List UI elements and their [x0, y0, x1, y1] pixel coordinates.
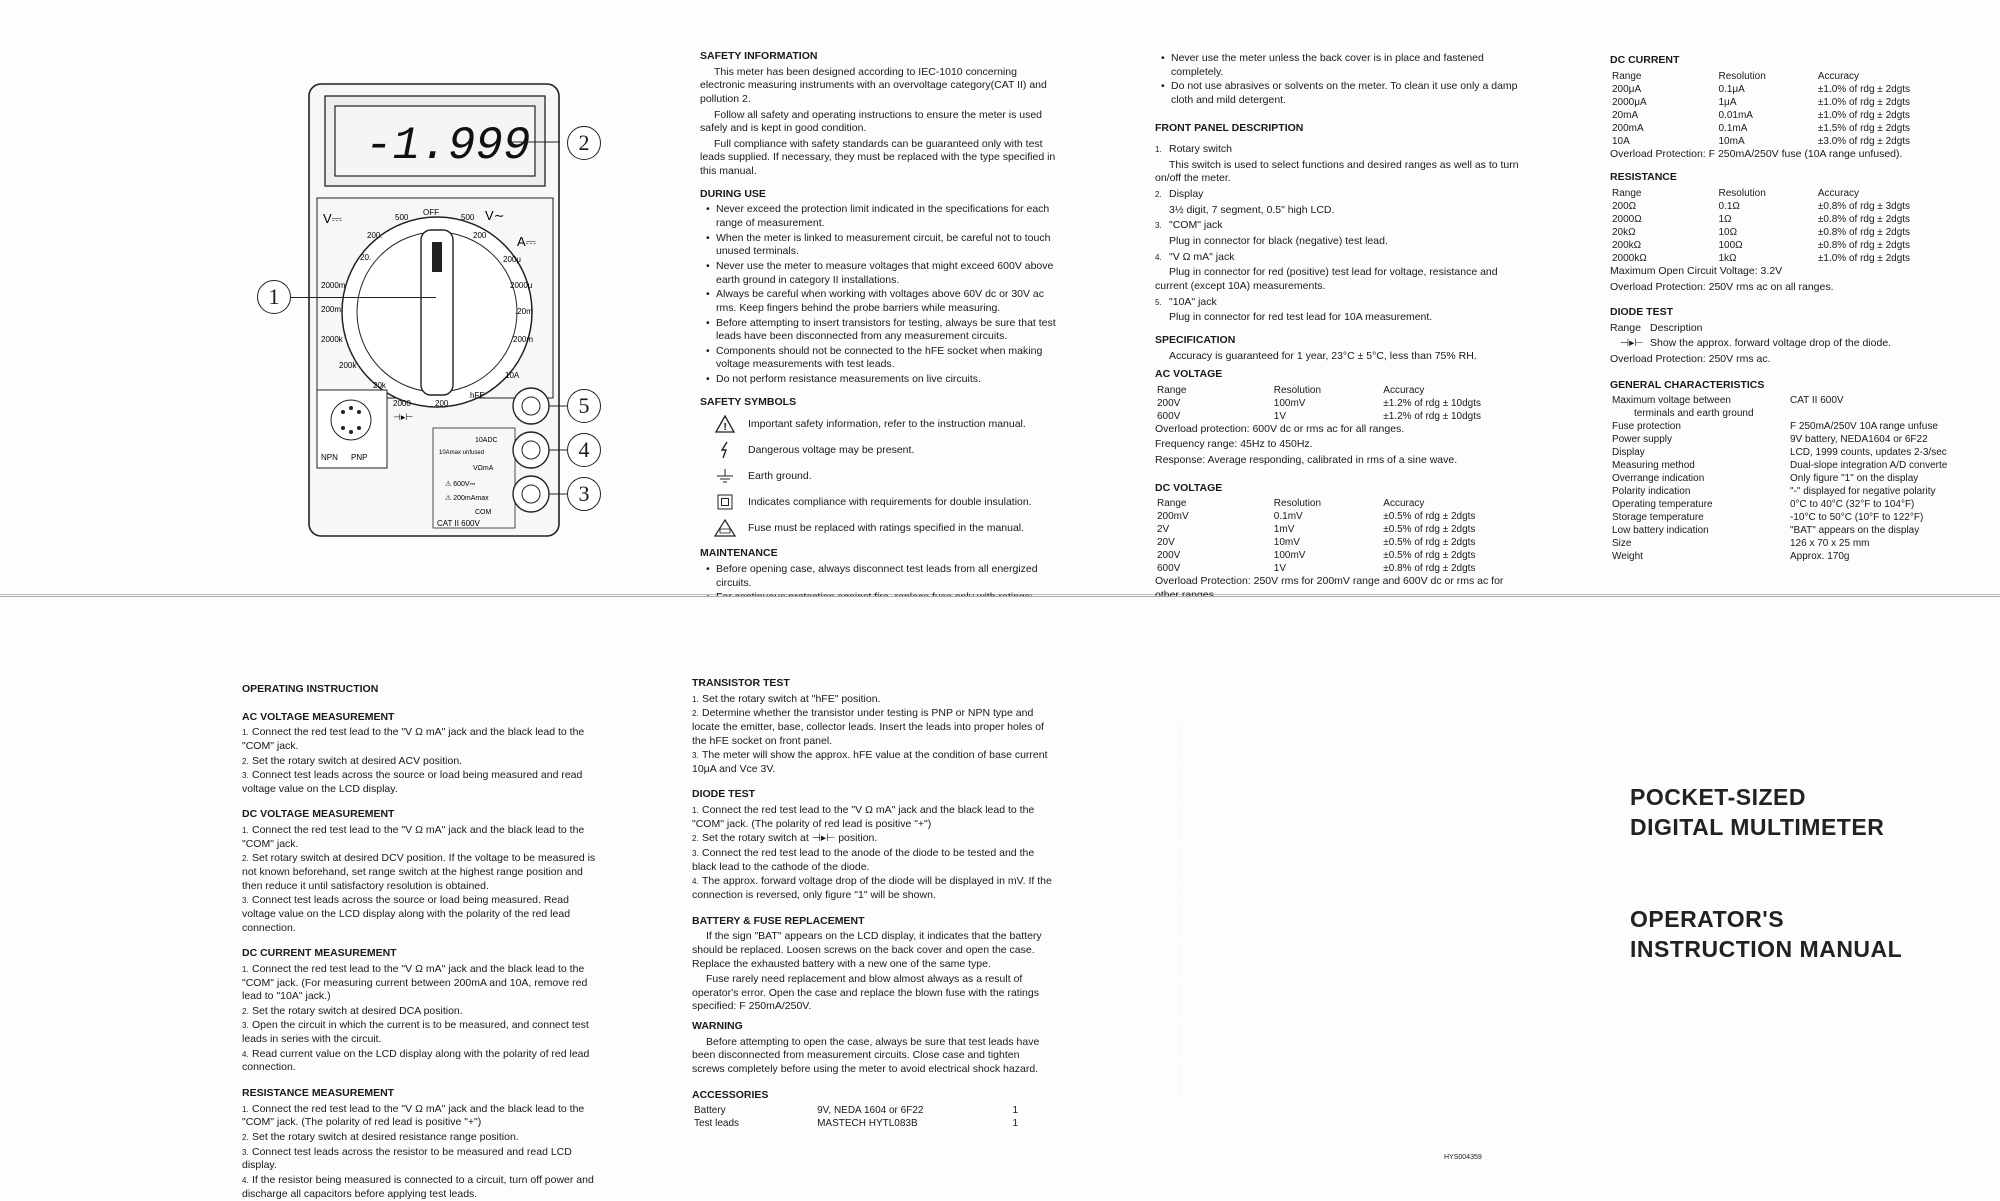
resistance-table: Range Resolution Accuracy 200Ω 0.1Ω ±0.8% of rdg ± 3dgts 2000Ω 1Ω ±0.8% of rdg ± 2dgts 20kΩ 10Ω ±0.8% of rdg ± 2dgts 200kΩ 100Ω ±0.8% of rdg ± 2dgts 2000kΩ 1kΩ ±1.0% of rdg ± 2dgts	[1610, 187, 1965, 265]
table-row: 200V 100mV ±1.2% of rdg ± 10dgts	[1157, 397, 1481, 409]
list-item: 2. Set the rotary switch at ⊣▸⊢ position.	[692, 832, 878, 845]
front-panel-list	[1155, 143, 1520, 325]
list-item: 2. Set rotary switch at desired DCV position. If the voltage to be measured is not known beforehand, set range switch at the highest range position and then reduce it until satisfactory resolution is obtained.	[242, 852, 596, 892]
list-item: • Never use the meter to measure voltages that might exceed 600V above earth ground in category II installations.	[700, 260, 1062, 287]
tests-column	[692, 677, 1054, 1197]
op-section-heading: RESISTANCE MEASUREMENT	[242, 1087, 395, 1100]
manual-top-spread	[0, 0, 2000, 595]
table-row: 600V 1V ±1.2% of rdg ± 10dgts	[1157, 410, 1481, 422]
safety-heading: SAFETY INFORMATION	[700, 50, 818, 62]
front-item-title: 4. "V Ω mA" jack	[1155, 250, 1235, 263]
callout-3: 3	[567, 477, 601, 511]
dci-note: Overload Protection: F 250mA/250V fuse (10A range unfused).	[1610, 147, 1903, 160]
list-item: 3. Open the circuit in which the current is to be measured, and connect test leads in series with the circuit.	[242, 1019, 589, 1046]
dcv-note: Overload Protection: 250V rms for 200mV range and 600V dc or rms ac for	[1155, 575, 1504, 588]
svg-text:⊣▸⊢: ⊣▸⊢	[393, 412, 414, 422]
op-steps	[242, 1103, 604, 1201]
callout-1: 1	[257, 280, 291, 314]
diode-test-heading: DIODE TEST	[692, 788, 756, 801]
table-row: 2000kΩ 1kΩ ±1.0% of rdg ± 2dgts	[1612, 252, 1911, 264]
svg-text:NPN: NPN	[321, 453, 338, 462]
svg-text:.20m: .20m	[515, 307, 533, 316]
table-row: Size 126 x 70 x 25 mm	[1612, 538, 1870, 550]
res-note: Maximum Open Circuit Voltage: 3.2V	[1610, 264, 1783, 277]
list-item: 3. Connect the red test lead to the anode of the diode to be tested and the black lead to the cathode of the diode.	[692, 847, 1035, 873]
general-characteristics-heading: GENERAL CHARACTERISTICS	[1610, 378, 1765, 391]
callout-1-leader	[291, 297, 436, 298]
cover-title-line2: DIGITAL MULTIMETER	[1630, 814, 1885, 840]
transistor-test-heading: TRANSISTOR TEST	[692, 677, 790, 689]
svg-text:10A: 10A	[505, 371, 520, 380]
svg-text:PNP: PNP	[351, 453, 368, 462]
svg-text:10ADC: 10ADC	[475, 437, 498, 444]
safety-column	[700, 50, 1062, 590]
table-row: 20V 10mV ±0.5% of rdg ± 2dgts	[1157, 537, 1476, 549]
table-row: terminals and earth ground	[1634, 408, 1754, 420]
list-item: 2. Set the rotary switch at desired ACV position.	[242, 754, 463, 767]
table-row: 200mV 0.1mV ±0.5% of rdg ± 2dgts	[1157, 511, 1476, 523]
list-item: • Components should not be connected to the hFE socket when making voltage measurements with test leads.	[700, 345, 1062, 372]
table-row: Test leads MASTECH HYTL083B 1	[694, 1118, 1019, 1130]
maintenance-heading: MAINTENANCE	[700, 547, 778, 560]
spec-text: Accuracy is guaranteed for 1 year, 23°C ± 5°C, less than 75% RH.	[1169, 349, 1477, 362]
table-row: 10A 10mA ±3.0% of rdg ± 2dgts	[1612, 135, 1911, 147]
front-item-title: 3. "COM" jack	[1155, 219, 1223, 232]
front-item-desc: Plug in connector for black (negative) test lead.	[1169, 235, 1388, 248]
svg-text:200m.: 200m.	[321, 305, 344, 314]
op-section-heading: AC VOLTAGE MEASUREMENT	[242, 710, 395, 723]
op-steps	[242, 963, 604, 1075]
svg-text:200k: 200k	[339, 361, 357, 370]
table-row: 200mA 0.1mA ±1.5% of rdg ± 2dgts	[1612, 122, 1911, 134]
symbol-row	[700, 492, 1062, 512]
cover-title-line1: POCKET-SIZED	[1630, 784, 1806, 810]
diode-cols: Range Description	[1610, 321, 1703, 334]
diode-row: ⊣▸⊢ Show the approx. forward voltage drop of the diode.	[1610, 337, 2000, 351]
svg-text:A⎓: A⎓	[517, 234, 537, 249]
svg-text:VΩmA: VΩmA	[473, 465, 494, 472]
svg-text:OFF: OFF	[423, 208, 439, 217]
table-row: 200Ω 0.1Ω ±0.8% of rdg ± 3dgts	[1612, 200, 1911, 212]
svg-text:2000: 2000	[393, 399, 411, 408]
resistance-heading: RESISTANCE	[1610, 171, 1677, 184]
diode-test-heading: DIODE TEST	[1610, 306, 1674, 319]
lightning-icon	[712, 440, 738, 460]
list-item: • Before attempting to insert transistors for testing, always be sure that test leads have been disconnected from any measurement circuits.	[700, 317, 1062, 344]
list-item: 2. Set the rotary switch at desired DCA position.	[242, 1004, 463, 1017]
svg-text:CAT II 600V: CAT II 600V	[437, 519, 480, 528]
list-item: 4. Read current value on the LCD display along with the polarity of red lead connection.	[242, 1047, 590, 1074]
earth-ground-icon	[712, 466, 738, 486]
symbol-row	[700, 440, 1062, 460]
list-item: 2. Determine whether the transistor under testing is PNP or NPN type and locate the emitter, base, collector leads. Insert the leads into proper holes of the hFE socket on front panel.	[692, 707, 1044, 747]
double-insulation-icon	[712, 492, 738, 512]
svg-text:!: !	[723, 422, 727, 434]
safety-para: This meter has been designed according to IEC-1010 concerning electronic measuring instruments with an overvoltage category(CAT II) and pollution 2.	[700, 65, 1047, 105]
svg-text:200: 200	[435, 399, 449, 408]
table-row: Storage temperature -10°C to 50°C (10°F to 122°F)	[1612, 512, 1924, 524]
dc-current-table: Range Resolution Accuracy 200μA 0.1μA ±1.0% of rdg ± 2dgts 2000μA 1μA ±1.0% of rdg ± 2dgts 20mA 0.01mA ±1.0% of rdg ± 2dgts 200mA 0.1mA ±1.5% of rdg ± 2dgts 10A 10mA ±3.0% of rdg ± 2dgts	[1610, 70, 1965, 148]
list-item: 4. If the resistor being measured is connected to a circuit, turn off power and discharge all capacitors before applying test leads.	[242, 1173, 594, 1200]
table-row: Measuring method Dual-slope integration A/D converte	[1612, 460, 1948, 472]
diode-steps	[692, 804, 1054, 902]
svg-text:200m: 200m	[513, 335, 534, 344]
table-row: Overrange indication Only figure "1" on the display	[1612, 473, 1919, 485]
front-item-title: 1. Rotary switch	[1155, 143, 1233, 156]
symbol-row	[700, 414, 1062, 434]
op-section-heading: DC VOLTAGE MEASUREMENT	[242, 808, 395, 821]
safety-para: Full compliance with safety standards can be guaranteed only with test leads supplied. If necessary, they must be replaced with the type specified in this manual.	[700, 137, 1056, 178]
dc-current-heading: DC CURRENT	[1610, 54, 1680, 66]
bleed-through-text	[1180, 717, 1510, 1097]
table-row: 2V 1mV ±0.5% of rdg ± 2dgts	[1157, 524, 1476, 536]
table-row: 2000μA 1μA ±1.0% of rdg ± 2dgts	[1612, 96, 1911, 108]
table-row: Operating temperature 0°C to 40°C (32°F to 104°F)	[1612, 499, 1915, 511]
ac-voltage-table: Range Resolution Accuracy 200V 100mV ±1.2% of rdg ± 10dgts 600V 1V ±1.2% of rdg ± 10dgts	[1155, 384, 1520, 423]
table-row: 200μA 0.1μA ±1.0% of rdg ± 2dgts	[1612, 83, 1911, 95]
svg-text:20.: 20.	[360, 253, 372, 262]
list-item: • Never use the meter unless the back cover is in place and fastened completely.	[1155, 52, 1520, 79]
battery-para: Fuse rarely need replacement and blow almost always as a result of operator's error. Open the case and replace the blown fuse with the ratings specified: F 250mA/250V.	[692, 973, 1039, 1013]
svg-text:COM: COM	[475, 509, 492, 516]
front-item-desc: Plug in connector for red test lead for 10A measurement.	[1169, 311, 1433, 324]
specification-heading: SPECIFICATION	[1155, 333, 1236, 346]
table-row: 600V 1V ±0.8% of rdg ± 2dgts	[1157, 563, 1476, 575]
symbol-text: Important safety information, refer to the instruction manual.	[748, 417, 1026, 430]
list-item: 3. Connect test leads across the source or load being measured and read voltage value on the LCD display.	[242, 769, 583, 795]
svg-text:10Amax unfused: 10Amax unfused	[439, 450, 485, 456]
table-row: Weight Approx. 170g	[1612, 551, 1850, 563]
front-item-title: 5. "10A" jack	[1155, 295, 1217, 308]
dc-voltage-heading: DC VOLTAGE	[1155, 481, 1223, 494]
list-item: 1. Connect the red test lead to the "V Ω mA" jack and the black lead to the "COM" jack. (For measuring current between 200mA and 10A, remove red lead to "10A" jack.)	[242, 962, 588, 1003]
symbol-text: Earth ground.	[748, 469, 812, 482]
characteristics-column	[1610, 54, 2000, 594]
list-item: 1. Connect the red test lead to the "V Ω mA" jack and the black lead to the "COM" jack.	[242, 726, 585, 752]
symbol-row	[700, 466, 1062, 486]
list-item: • Do not use abrasives or solvents on the meter. To clean it use only a damp cloth and mild detergent.	[1155, 80, 1520, 107]
acv-note: Response: Average responding, calibrated in rms of a sine wave.	[1155, 454, 1458, 467]
warning-heading: WARNING	[692, 1020, 743, 1033]
table-row: 200V 100mV ±0.5% of rdg ± 2dgts	[1157, 550, 1476, 562]
table-row: Power supply 9V battery, NEDA1604 or 6F22	[1612, 434, 1928, 446]
cleaning-list	[1155, 52, 1520, 108]
warning-triangle-icon	[712, 414, 738, 434]
fuse-warning-icon	[712, 518, 738, 538]
battery-para: If the sign "BAT" appears on the LCD display, it indicates that the battery should be replaced. Loosen screws on the back cover and open the case. Replace the exhausted battery with a new one of the same type.	[692, 930, 1042, 970]
list-item: 1. Connect the red test lead to the "V Ω mA" jack and the black lead to the "COM" jack. (The polarity of red lead is positive "+")	[242, 1102, 585, 1129]
list-item: 3. The meter will show the approx. hFE value at the condition of base current 10μA and Vce 3V.	[692, 749, 1048, 775]
multimeter-diagram	[305, 80, 585, 540]
svg-text:500: 500	[395, 213, 409, 222]
svg-text:2000μ: 2000μ	[510, 281, 533, 290]
svg-text:200.: 200.	[367, 231, 383, 240]
front-item-title: 2. Display	[1155, 188, 1204, 201]
lcd-readout: -1.999	[365, 120, 531, 172]
svg-text:hFE: hFE	[470, 391, 485, 400]
battery-fuse-heading: BATTERY & FUSE REPLACEMENT	[692, 914, 865, 927]
svg-text:⚠ 200mAmax: ⚠ 200mAmax	[445, 495, 489, 502]
list-item: • Do not perform resistance measurements on live circuits.	[700, 373, 1062, 387]
document-code: HYS004359	[1444, 1154, 1482, 1161]
front-item-desc: 3½ digit, 7 segment, 0.5" high LCD.	[1169, 203, 1335, 216]
diode-symbol-icon: ⊣▸⊢	[1620, 337, 1644, 350]
accessories-table	[692, 1104, 1054, 1130]
table-row: Battery 9V, NEDA 1604 or 6F22 1	[694, 1105, 1019, 1117]
list-item: • Before opening case, always disconnect test leads from all energized circuits.	[700, 563, 1062, 590]
during-use-list	[700, 203, 1062, 386]
op-steps	[242, 726, 604, 796]
cover-title-line3: OPERATOR'S	[1630, 906, 1785, 932]
acv-note: Overload protection: 600V dc or rms ac for all ranges.	[1155, 422, 1405, 435]
svg-text:500: 500	[461, 213, 475, 222]
front-item-desc: This switch is used to select functions and desired ranges as well as to turn on/off the meter.	[1155, 158, 1519, 185]
operating-instruction-column	[242, 683, 604, 1200]
callout-2: 2	[567, 126, 601, 160]
front-panel-heading: FRONT PANEL DESCRIPTION	[1155, 121, 1304, 134]
table-row: Fuse protection F 250mA/250V 10A range unfuse	[1612, 421, 1938, 433]
op-section-heading: DC CURRENT MEASUREMENT	[242, 947, 397, 960]
ac-voltage-heading: AC VOLTAGE	[1155, 368, 1223, 381]
list-item: 3. Connect test leads across the source or load being measured. Read voltage value on the LCD display along with the polarity of the red lead connection.	[242, 894, 571, 934]
list-item: • When the meter is linked to measurement circuit, be careful not to touch unused terminals.	[700, 232, 1062, 259]
symbol-text: Dangerous voltage may be present.	[748, 443, 915, 456]
table-row: Display LCD, 1999 counts, updates 2-3/sec	[1612, 447, 1947, 459]
op-steps	[242, 824, 604, 935]
diode-note: Overload Protection: 250V rms ac.	[1610, 353, 1771, 366]
svg-text:⚠ 600V⎓: ⚠ 600V⎓	[445, 481, 476, 488]
callout-5: 5	[567, 389, 601, 423]
table-row: 2000Ω 1Ω ±0.8% of rdg ± 2dgts	[1612, 213, 1911, 225]
table-row: Low battery indication "BAT" appears on the display	[1612, 525, 1920, 537]
dial-label-vdc: V⎓	[323, 211, 343, 226]
operating-heading: OPERATING INSTRUCTION	[242, 683, 379, 695]
table-row: Polarity indication "-" displayed for negative polarity	[1612, 486, 1936, 498]
safety-symbols-heading: SAFETY SYMBOLS	[700, 395, 797, 408]
callout-4: 4	[567, 433, 601, 467]
symbol-text: Fuse must be replaced with ratings specified in the manual.	[748, 521, 1025, 534]
transistor-steps	[692, 693, 1054, 777]
list-item: 2. Set the rotary switch at desired resistance range position.	[242, 1130, 519, 1143]
warning-text: Before attempting to open the case, always be sure that test leads have been disconnected from measurement circuits. Close case and tighten screws completely before using the meter to avoid electrical shock hazard.	[692, 1035, 1040, 1076]
table-row: 200kΩ 100Ω ±0.8% of rdg ± 2dgts	[1612, 239, 1911, 251]
symbol-text: Indicates compliance with requirements for double insulation.	[748, 495, 1032, 508]
svg-text:200μ: 200μ	[503, 255, 521, 264]
cover-title-line4: INSTRUCTION MANUAL	[1630, 936, 1903, 962]
list-item: 1. Connect the red test lead to the "V Ω mA" jack and the black lead to the "COM" jack. (The polarity of red lead is positive "+")	[692, 804, 1035, 830]
res-note: Overload Protection: 250V rms ac on all ranges.	[1610, 280, 1834, 293]
front-item-desc: Plug in connector for red (positive) test lead for voltage, resistance and current (except 10A) measurements.	[1155, 266, 1498, 292]
list-item: 1. Connect the red test lead to the "V Ω mA" jack and the black lead to the "COM" jack.	[242, 824, 585, 850]
general-characteristics-table	[1610, 394, 2000, 563]
list-item: • Never exceed the protection limit indicated in the specifications for each range of measurement.	[700, 203, 1062, 230]
specification-column	[1155, 52, 1520, 592]
svg-text:2000k: 2000k	[321, 335, 343, 344]
table-row: 20kΩ 10Ω ±0.8% of rdg ± 2dgts	[1612, 226, 1911, 238]
acv-note: Frequency range: 45Hz to 450Hz.	[1155, 438, 1313, 451]
table-row: 20mA 0.01mA ±1.0% of rdg ± 2dgts	[1612, 109, 1911, 121]
svg-text:200: 200	[473, 231, 487, 240]
list-item: 4. The approx. forward voltage drop of the diode will be displayed in mV. If the connection is reversed, only figure "1" will be shown.	[692, 875, 1052, 901]
list-item: • Always be careful when working with voltages above 60V dc or 30V ac rms. Keep fingers behind the probe barriers while measuring.	[700, 288, 1062, 315]
during-use-heading: DURING USE	[700, 187, 766, 200]
svg-text:20k: 20k	[373, 381, 386, 390]
safety-para: Follow all safety and operating instructions to ensure the meter is used safely and is kept in good condition.	[700, 108, 1043, 135]
table-row: Maximum voltage between CAT II 600V	[1612, 395, 1844, 407]
accessories-heading: ACCESSORIES	[692, 1088, 769, 1101]
dc-voltage-table: Range Resolution Accuracy 200mV 0.1mV ±0.5% of rdg ± 2dgts 2V 1mV ±0.5% of rdg ± 2dgts 20V 10mV ±0.5% of rdg ± 2dgts 200V 100mV ±0.5% of rdg ± 2dgts 600V 1V ±0.8% of rdg ± 2dgts	[1155, 497, 1520, 575]
list-item: 3. Connect test leads across the resistor to be measured and read LCD display.	[242, 1145, 572, 1172]
svg-text:V∼: V∼	[485, 208, 505, 223]
list-item: 1. Set the rotary switch at "hFE" position.	[692, 692, 881, 705]
symbol-row	[700, 518, 1062, 538]
svg-text:2000m: 2000m	[321, 281, 346, 290]
manual-bottom-spread	[0, 596, 2000, 1200]
